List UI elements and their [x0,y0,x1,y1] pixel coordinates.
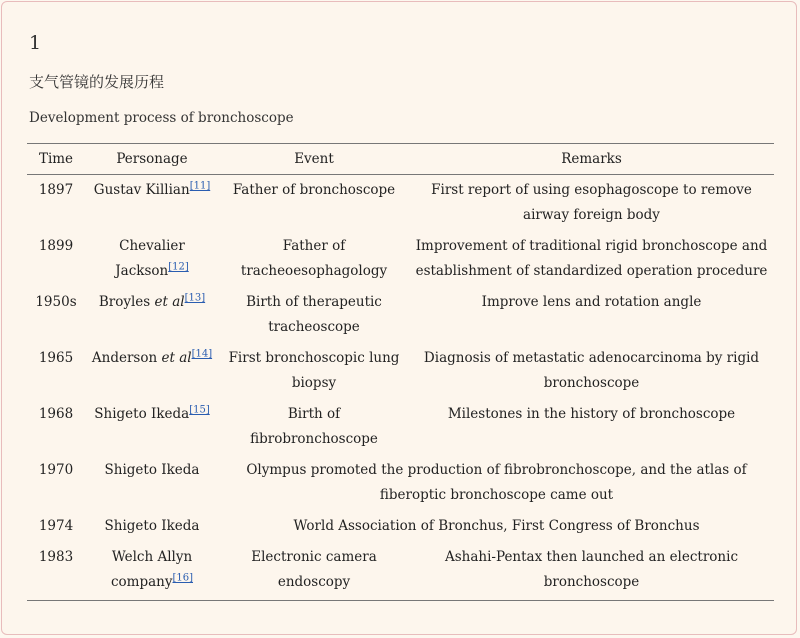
cell-remarks: Diagnosis of metastatic adenocarcinoma by rigid bronchoscope [423,350,760,391]
header-event: Event [219,144,409,175]
cell-event: Birth of therapeutic tracheoscope [246,294,382,335]
cell-event: Father of tracheoesophagology [240,238,388,279]
table-row [27,542,774,601]
development-table [27,143,774,601]
cell-time: 1950s [35,294,77,310]
reference-link[interactable]: [11] [189,180,211,192]
table-row [27,511,774,542]
cell-time: 1965 [38,350,74,366]
cell-event: First bronchoscopic lung biopsy [228,350,400,391]
cell-event: Electronic camera endoscopy [219,542,409,601]
reference-link[interactable]: [12] [168,261,189,273]
table-row [27,287,774,343]
header-personage: Personage [85,144,219,175]
table-row [27,399,774,455]
cell-personage: Shigeto Ikeda[15] [94,404,210,422]
cell-event: Father of bronchoscope [232,182,396,198]
table-row [27,343,774,399]
table-header-row [27,144,774,175]
cell-personage: Gustav Killian[11] [93,180,211,198]
reference-link[interactable]: [14] [191,348,213,360]
cell-personage: Shigeto Ikeda [104,462,200,478]
cell-remarks: Ashahi-Pentax then launched an electronic bronchoscope [409,542,774,601]
table-row [27,175,774,232]
cell-event: Birth of fibrobronchoscope [250,406,378,447]
cell-time: 1983 [27,542,85,601]
table-title-english: Development process of bronchoscope [29,110,294,126]
table-row [27,231,774,287]
cell-time: 1970 [38,462,74,478]
cell-personage: Shigeto Ikeda [104,518,200,534]
table-title-chinese: 支气管镜的发展历程 [29,73,165,91]
header-remarks: Remarks [409,144,774,175]
cell-personage: Chevalier Jackson[12] [115,238,189,279]
cell-time: 1897 [38,182,74,198]
cell-personage: Broyles et al[13] [98,292,206,310]
cell-time: 1968 [38,406,74,422]
table-row [27,455,774,511]
cell-time: 1974 [38,518,74,534]
reference-link[interactable]: [15] [189,404,210,416]
reference-link[interactable]: [16] [172,572,194,584]
header-time: Time [27,144,85,175]
cell-remarks: Improvement of traditional rigid bronchoscope and establishment of standardized operation procedure [415,238,768,279]
cell-remarks: Improve lens and rotation angle [481,294,702,310]
cell-personage: Anderson et al[14] [91,348,213,366]
cell-time: 1899 [38,238,74,254]
cell-event-remarks-merged: World Association of Bronchus, First Congress of Bronchus [293,518,700,534]
cell-remarks: Milestones in the history of bronchoscope [447,406,736,422]
table-number: 1 [29,32,42,54]
cell-personage: Welch Allyn company[16] [85,542,219,601]
reference-link[interactable]: [13] [184,292,206,304]
cell-event-remarks-merged: Olympus promoted the production of fibrobronchoscope, and the atlas of fiberoptic bronchoscope came out [246,462,747,503]
cell-remarks: First report of using esophagoscope to remove airway foreign body [431,182,752,223]
